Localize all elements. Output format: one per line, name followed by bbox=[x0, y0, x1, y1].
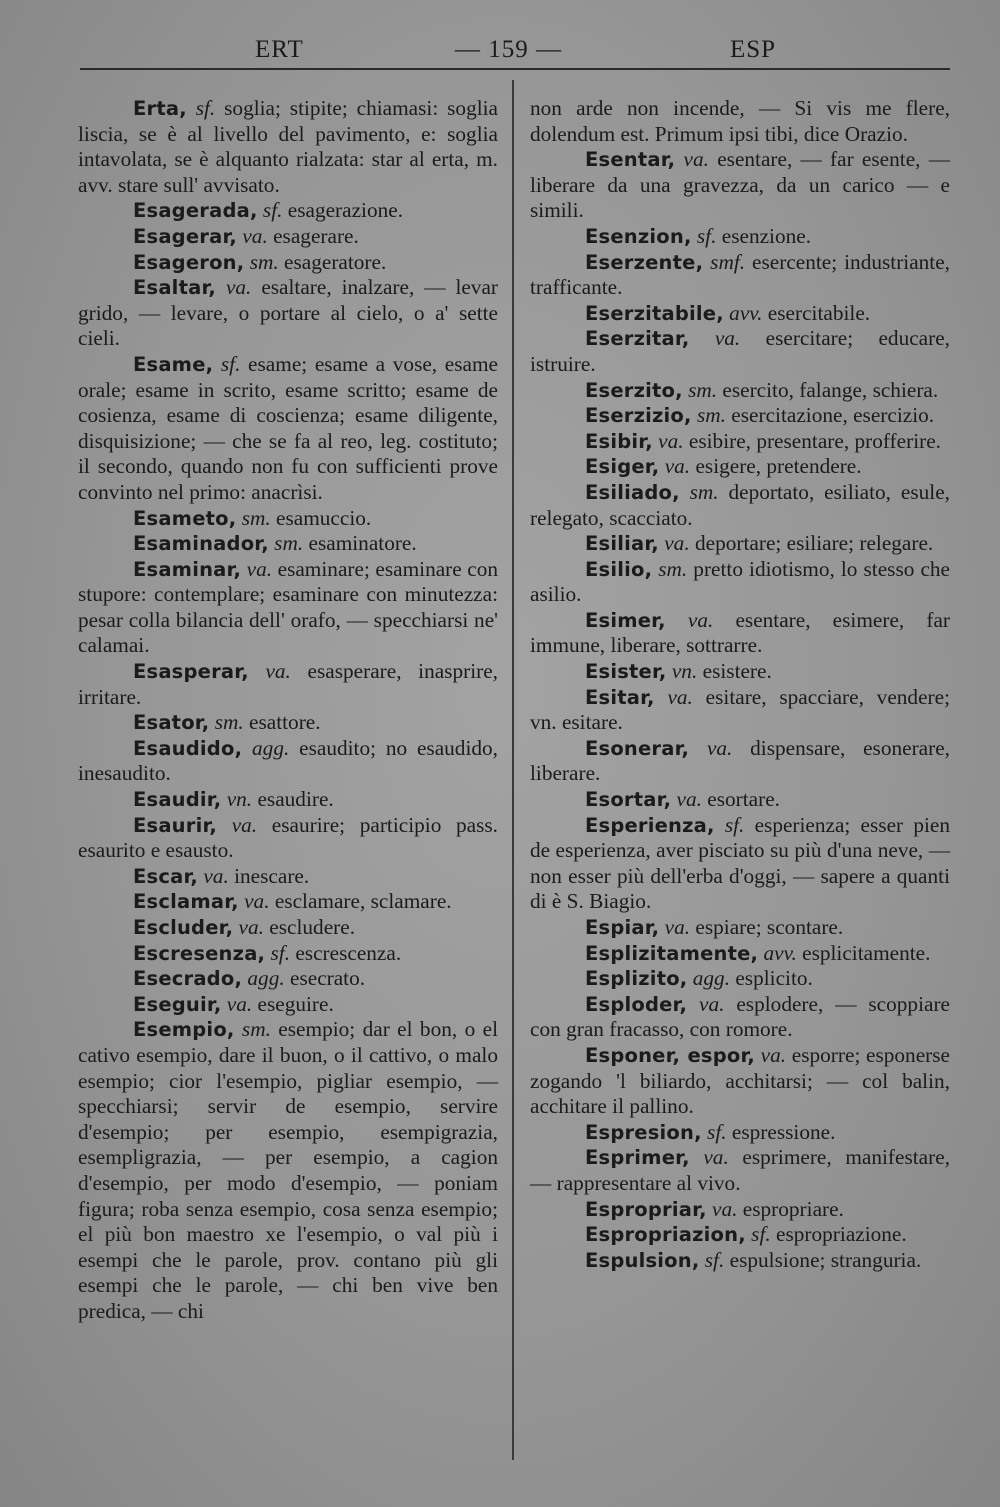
entry-definition: esitare, spacciare, vendere; vn. esitare. bbox=[530, 684, 950, 735]
entry-definition: esibire, presentare, profferire. bbox=[683, 428, 941, 453]
entry-part-of-speech: sm. bbox=[249, 249, 279, 274]
entry-part-of-speech: sm. bbox=[241, 1017, 271, 1042]
dictionary-entry bbox=[530, 813, 950, 915]
entry-definition: esperienza; esser pien de esperienza, aver pisciato su più d'una neve, — non esser più dell'erba d'oggi, — sapere a quanti di è S. Biagio. bbox=[530, 812, 950, 914]
entry-definition: deportare; esiliare; relegare. bbox=[689, 531, 934, 556]
dictionary-entry bbox=[530, 941, 950, 967]
entry-lemma: Esiliar, bbox=[585, 532, 659, 556]
entry-lemma: Esaurir, bbox=[133, 813, 218, 837]
entry-definition: esageratore. bbox=[278, 249, 387, 274]
entry-part-of-speech: va. bbox=[687, 607, 714, 632]
entry-part-of-speech: sm. bbox=[658, 556, 688, 581]
entry-part-of-speech: va. bbox=[664, 915, 691, 939]
entry-part-of-speech: sf. bbox=[696, 223, 717, 248]
entry-part-of-speech: agg. bbox=[247, 966, 285, 991]
entry-part-of-speech: va. bbox=[246, 556, 273, 581]
entry-lemma: Eserzitabile, bbox=[585, 301, 724, 325]
dictionary-entry bbox=[78, 506, 498, 532]
dictionary-entry bbox=[78, 813, 498, 864]
entry-part-of-speech: sm. bbox=[274, 531, 304, 556]
dictionary-entry bbox=[78, 250, 498, 276]
entry-part-of-speech: va. bbox=[703, 1145, 729, 1170]
entry-definition: esempio; dar el bon, o el cativo esempio, dare il buon, o il cattivo, o malo esempio; cior l'esempio, pigliar esempio, — specchiarsi; servir de esempio, servire d'esempio; per esempio, esempigrazia, esempligrazia, — per esempio, a cagion d'esempio, per modo d'esempio, — poniam figura; roba senza esempio, cosa senza esempio; el più bon maestro xe l'esempio, o val più i esempi che le parole, prov. contano più gli esempi che le parole, — chi ben vive ben predica, — chi bbox=[78, 1017, 498, 1323]
entry-lemma: Espropriazion, bbox=[585, 1223, 746, 1247]
entry-part-of-speech: va. bbox=[203, 863, 229, 888]
entry-definition: inescare. bbox=[228, 863, 310, 888]
dictionary-entry bbox=[530, 787, 950, 813]
dictionary-entry bbox=[78, 531, 498, 557]
entry-lemma: Esentar, bbox=[585, 148, 676, 172]
dictionary-entry bbox=[530, 1043, 950, 1120]
entry-lemma: Esperienza, bbox=[585, 813, 715, 837]
entry-part-of-speech: va. bbox=[231, 812, 258, 837]
right-column bbox=[530, 96, 950, 1273]
dictionary-entry bbox=[530, 96, 950, 147]
entry-definition: esclamare, sclamare. bbox=[269, 889, 452, 914]
entry-lemma: Esame, bbox=[133, 352, 214, 376]
entry-definition: escrescenza. bbox=[290, 940, 402, 965]
entry-lemma: Esibir, bbox=[585, 429, 653, 453]
entry-part-of-speech: va. bbox=[664, 531, 690, 556]
dictionary-entry bbox=[78, 198, 498, 224]
dictionary-entry bbox=[530, 403, 950, 429]
dictionary-entry bbox=[78, 864, 498, 890]
entry-lemma: Eserzitar, bbox=[585, 327, 690, 351]
entry-part-of-speech: sm. bbox=[689, 479, 719, 504]
entry-lemma: Esameto, bbox=[133, 506, 237, 530]
dictionary-entry bbox=[78, 275, 498, 352]
entry-part-of-speech: va. bbox=[225, 275, 252, 300]
entry-part-of-speech: agg. bbox=[252, 735, 290, 760]
left-column bbox=[78, 96, 498, 1325]
entry-definition: esaminatore. bbox=[303, 531, 417, 556]
entry-lemma: Eserzizio, bbox=[585, 404, 692, 428]
entry-part-of-speech: avv. bbox=[729, 300, 763, 325]
entry-part-of-speech: sm. bbox=[696, 403, 726, 428]
entry-part-of-speech: va. bbox=[667, 684, 693, 709]
page-number: — 159 — bbox=[455, 36, 562, 63]
entry-lemma: Esasperar, bbox=[133, 660, 249, 684]
entry-lemma: Escresenza, bbox=[133, 941, 266, 965]
entry-lemma: Espiar, bbox=[585, 916, 660, 939]
entry-definition: esagerazione. bbox=[282, 198, 404, 223]
entry-part-of-speech: agg. bbox=[692, 966, 731, 991]
dictionary-entry bbox=[530, 301, 950, 327]
dictionary-entry bbox=[78, 941, 498, 967]
entry-part-of-speech: sm. bbox=[214, 710, 244, 735]
entry-definition: non arde non incende, — Si vis me flere, dolendum est. Primum ipsi tibi, dice Orazio. bbox=[530, 96, 950, 146]
dictionary-entry bbox=[530, 378, 950, 404]
entry-part-of-speech: sf. bbox=[704, 1247, 725, 1272]
entry-lemma: Eserzente, bbox=[585, 250, 704, 274]
column-divider bbox=[512, 80, 514, 1460]
dictionary-entry bbox=[530, 966, 950, 992]
entry-definition: espulsione; stranguria. bbox=[724, 1247, 922, 1272]
entry-definition: dispensare, esonerare, liberare. bbox=[530, 735, 951, 786]
entry-definition: esercitare; educare, istruire. bbox=[530, 326, 950, 376]
entry-lemma: Esitar, bbox=[585, 685, 655, 709]
dictionary-entry bbox=[530, 1197, 950, 1223]
dictionary-entry bbox=[530, 147, 950, 224]
entry-definition: esecrato. bbox=[284, 966, 366, 991]
entry-lemma: Esplizito, bbox=[585, 967, 688, 991]
entry-lemma: Esaminador, bbox=[133, 532, 269, 556]
dictionary-entry bbox=[530, 608, 950, 659]
entry-part-of-speech: va. bbox=[706, 735, 733, 760]
entry-definition: soglia; stipite; chiamasi: soglia liscia, se è al livello del pavimento, e: soglia intavolata, se è alquanto rialzata: star al erta, m. avv. stare sull' avvisato. bbox=[78, 96, 499, 197]
entry-lemma: Esiliado, bbox=[585, 480, 680, 504]
dictionary-entry bbox=[78, 992, 498, 1018]
entry-definition: espiare; scontare. bbox=[690, 915, 844, 939]
dictionary-entry bbox=[78, 96, 498, 198]
header-rule bbox=[80, 68, 950, 70]
dictionary-entry bbox=[530, 1145, 950, 1196]
entry-definition: esplodere, — scoppiare con gran fracasso, con romore. bbox=[530, 991, 950, 1042]
entry-part-of-speech: vn. bbox=[226, 787, 253, 812]
entry-definition: espropriare. bbox=[737, 1196, 844, 1221]
entry-part-of-speech: va. bbox=[658, 428, 684, 453]
entry-lemma: Eseguir, bbox=[133, 992, 222, 1016]
entry-lemma: Esploder, bbox=[585, 992, 688, 1016]
entry-part-of-speech: vn. bbox=[671, 659, 698, 684]
dictionary-entry bbox=[78, 352, 498, 506]
entry-definition: esattore. bbox=[243, 710, 321, 735]
entry-definition: esporre; esponerse zogando 'l biliardo, acchitarsi; — col balin, acchitare il pallino. bbox=[530, 1042, 950, 1119]
header-left-guideword: ERT bbox=[255, 36, 304, 63]
page-header bbox=[80, 36, 950, 70]
dictionary-entry bbox=[530, 1248, 950, 1274]
entry-lemma: Esplizitamente, bbox=[585, 941, 759, 965]
dictionary-entry bbox=[78, 787, 498, 813]
dictionary-entry bbox=[530, 685, 950, 736]
entry-part-of-speech: avv. bbox=[763, 940, 797, 965]
entry-lemma: Esiger, bbox=[585, 455, 660, 479]
entry-part-of-speech: va. bbox=[242, 223, 268, 248]
entry-part-of-speech: va. bbox=[226, 991, 253, 1016]
entry-part-of-speech: va. bbox=[714, 326, 741, 351]
entry-lemma: Esortar, bbox=[585, 788, 672, 812]
entry-lemma: Esenzion, bbox=[585, 224, 692, 248]
entry-lemma: Esprimer, bbox=[585, 1146, 690, 1170]
dictionary-entry bbox=[78, 966, 498, 992]
dictionary-entry bbox=[78, 1017, 498, 1324]
entry-definition: esercente; industriante, trafficante. bbox=[530, 249, 950, 300]
header-right-guideword: ESP bbox=[730, 36, 777, 63]
entry-lemma: Esagerada, bbox=[133, 199, 258, 223]
entry-definition: esercitabile. bbox=[762, 300, 871, 325]
entry-part-of-speech: sm. bbox=[688, 377, 718, 402]
entry-definition: escludere. bbox=[263, 915, 356, 939]
entry-lemma: Esageron, bbox=[133, 250, 245, 274]
entry-definition: esame; esame a vose, esame orale; esame in scrito, esame scritto; esame de cosienza, esame di coscienza; esame diligente, disquisizione; — che se fa al reo, leg. costituto; il secondo, quando non fu con sufficienti prove convinto nel primo: anacrìsi. bbox=[78, 351, 498, 504]
entry-definition: esplicito. bbox=[730, 966, 813, 991]
entry-part-of-speech: sf. bbox=[707, 1119, 727, 1144]
entry-part-of-speech: va. bbox=[265, 659, 291, 684]
entry-lemma: Esempio, bbox=[133, 1018, 235, 1042]
dictionary-entry bbox=[78, 915, 498, 941]
entry-lemma: Esator, bbox=[133, 711, 210, 735]
entry-part-of-speech: va. bbox=[699, 991, 725, 1016]
entry-definition: esigere, pretendere. bbox=[690, 454, 862, 479]
dictionary-entry bbox=[78, 224, 498, 250]
entry-part-of-speech: smf. bbox=[710, 249, 746, 274]
entry-definition: esaudire. bbox=[252, 787, 334, 812]
entry-definition: esaurire; participio pass. esaurito e esausto. bbox=[78, 812, 498, 863]
entry-part-of-speech: sf. bbox=[751, 1222, 771, 1247]
entry-part-of-speech: va. bbox=[238, 915, 264, 939]
entry-lemma: Esister, bbox=[585, 660, 667, 684]
entry-definition: esercitazione, esercizio. bbox=[725, 403, 935, 428]
entry-definition: esistere. bbox=[697, 659, 772, 684]
dictionary-entry bbox=[530, 454, 950, 480]
entry-lemma: Eserzito, bbox=[585, 378, 683, 402]
entry-lemma: Esaudir, bbox=[133, 788, 222, 812]
entry-part-of-speech: sf. bbox=[270, 940, 291, 965]
entry-definition: esaudito; no esaudido, inesaudito. bbox=[78, 735, 498, 786]
entry-definition: esenzione. bbox=[716, 223, 812, 248]
dictionary-entry bbox=[530, 480, 950, 531]
dictionary-entry bbox=[78, 557, 498, 659]
dictionary-entry bbox=[530, 429, 950, 455]
dictionary-entry bbox=[530, 224, 950, 250]
entry-lemma: Esagerar, bbox=[133, 224, 238, 248]
dictionary-entry bbox=[530, 992, 950, 1043]
entry-part-of-speech: va. bbox=[244, 889, 270, 914]
entry-part-of-speech: sm. bbox=[241, 505, 271, 530]
dictionary-entry bbox=[78, 889, 498, 915]
entry-lemma: Esecrado, bbox=[133, 967, 243, 991]
dictionary-entry bbox=[78, 736, 498, 787]
entry-definition: espressione. bbox=[726, 1119, 836, 1144]
entry-lemma: Esonerar, bbox=[585, 736, 690, 760]
dictionary-entry bbox=[530, 326, 950, 377]
entry-lemma: Esclamar, bbox=[133, 890, 239, 914]
entry-definition: esortare. bbox=[701, 787, 780, 812]
entry-definition: esprimere, manifestare, — rappresentare al vivo. bbox=[530, 1145, 950, 1195]
entry-definition: esasperare, inasprire, irritare. bbox=[78, 659, 498, 709]
entry-lemma: Espresion, bbox=[585, 1120, 702, 1144]
dictionary-entry bbox=[530, 736, 950, 787]
dictionary-entry bbox=[530, 1222, 950, 1248]
entry-definition: pretto idiotismo, lo stesso che asilio. bbox=[530, 556, 950, 607]
entry-lemma: Espropriar, bbox=[585, 1197, 707, 1221]
entry-part-of-speech: va. bbox=[760, 1042, 787, 1067]
entry-lemma: Esaminar, bbox=[133, 557, 242, 581]
entry-part-of-speech: va. bbox=[664, 454, 691, 479]
entry-definition: esamuccio. bbox=[270, 505, 372, 530]
dictionary-entry bbox=[530, 250, 950, 301]
entry-lemma: Esimer, bbox=[585, 608, 666, 632]
dictionary-entry bbox=[530, 659, 950, 685]
entry-lemma: Esilio, bbox=[585, 557, 653, 581]
dictionary-entry bbox=[530, 1120, 950, 1146]
entry-definition: esentare, — far esente, — liberare da una gravezza, da un carico — e simili. bbox=[530, 147, 951, 223]
entry-definition: eseguire. bbox=[252, 991, 334, 1016]
entry-definition: esentare, esimere, far immune, liberare, sottrarre. bbox=[530, 607, 951, 658]
entry-definition: esaminare; esaminare con stupore: contemplare; esaminare con minutezza: pesar colla bilancia dell' orafo, — specchiarsi ne' calamai. bbox=[78, 556, 499, 658]
entry-part-of-speech: va. bbox=[712, 1196, 738, 1221]
entry-part-of-speech: sf. bbox=[195, 96, 216, 120]
entry-lemma: Esaudido, bbox=[133, 736, 243, 760]
dictionary-entry bbox=[530, 915, 950, 941]
entry-definition: esplicitamente. bbox=[796, 940, 931, 965]
entry-definition: esagerare. bbox=[267, 223, 359, 248]
entry-lemma: Erta, bbox=[133, 97, 187, 120]
entry-lemma: Espulsion, bbox=[585, 1248, 700, 1272]
entry-part-of-speech: sf. bbox=[262, 198, 283, 223]
dictionary-entry bbox=[78, 659, 498, 710]
entry-definition: esaltare, inalzare, — levar grido, — levare, o portare al cielo, o a' sette cieli. bbox=[78, 275, 499, 351]
entry-part-of-speech: va. bbox=[683, 147, 709, 172]
dictionary-entry bbox=[78, 710, 498, 736]
entry-part-of-speech: sf. bbox=[724, 812, 745, 837]
dictionary-entry bbox=[530, 557, 950, 608]
entry-part-of-speech: va. bbox=[676, 787, 702, 812]
entry-definition: espropriazione. bbox=[770, 1222, 907, 1247]
entry-lemma: Escluder, bbox=[133, 916, 234, 939]
entry-lemma: Esponer, espor, bbox=[585, 1043, 756, 1067]
entry-part-of-speech: sf. bbox=[220, 351, 241, 376]
entry-definition: deportato, esiliato, esule, relegato, scacciato. bbox=[530, 479, 950, 530]
dictionary-entry bbox=[530, 531, 950, 557]
entry-definition: esercito, falange, schiera. bbox=[717, 377, 939, 402]
entry-lemma: Escar, bbox=[133, 864, 199, 888]
entry-lemma: Esaltar, bbox=[133, 276, 217, 300]
